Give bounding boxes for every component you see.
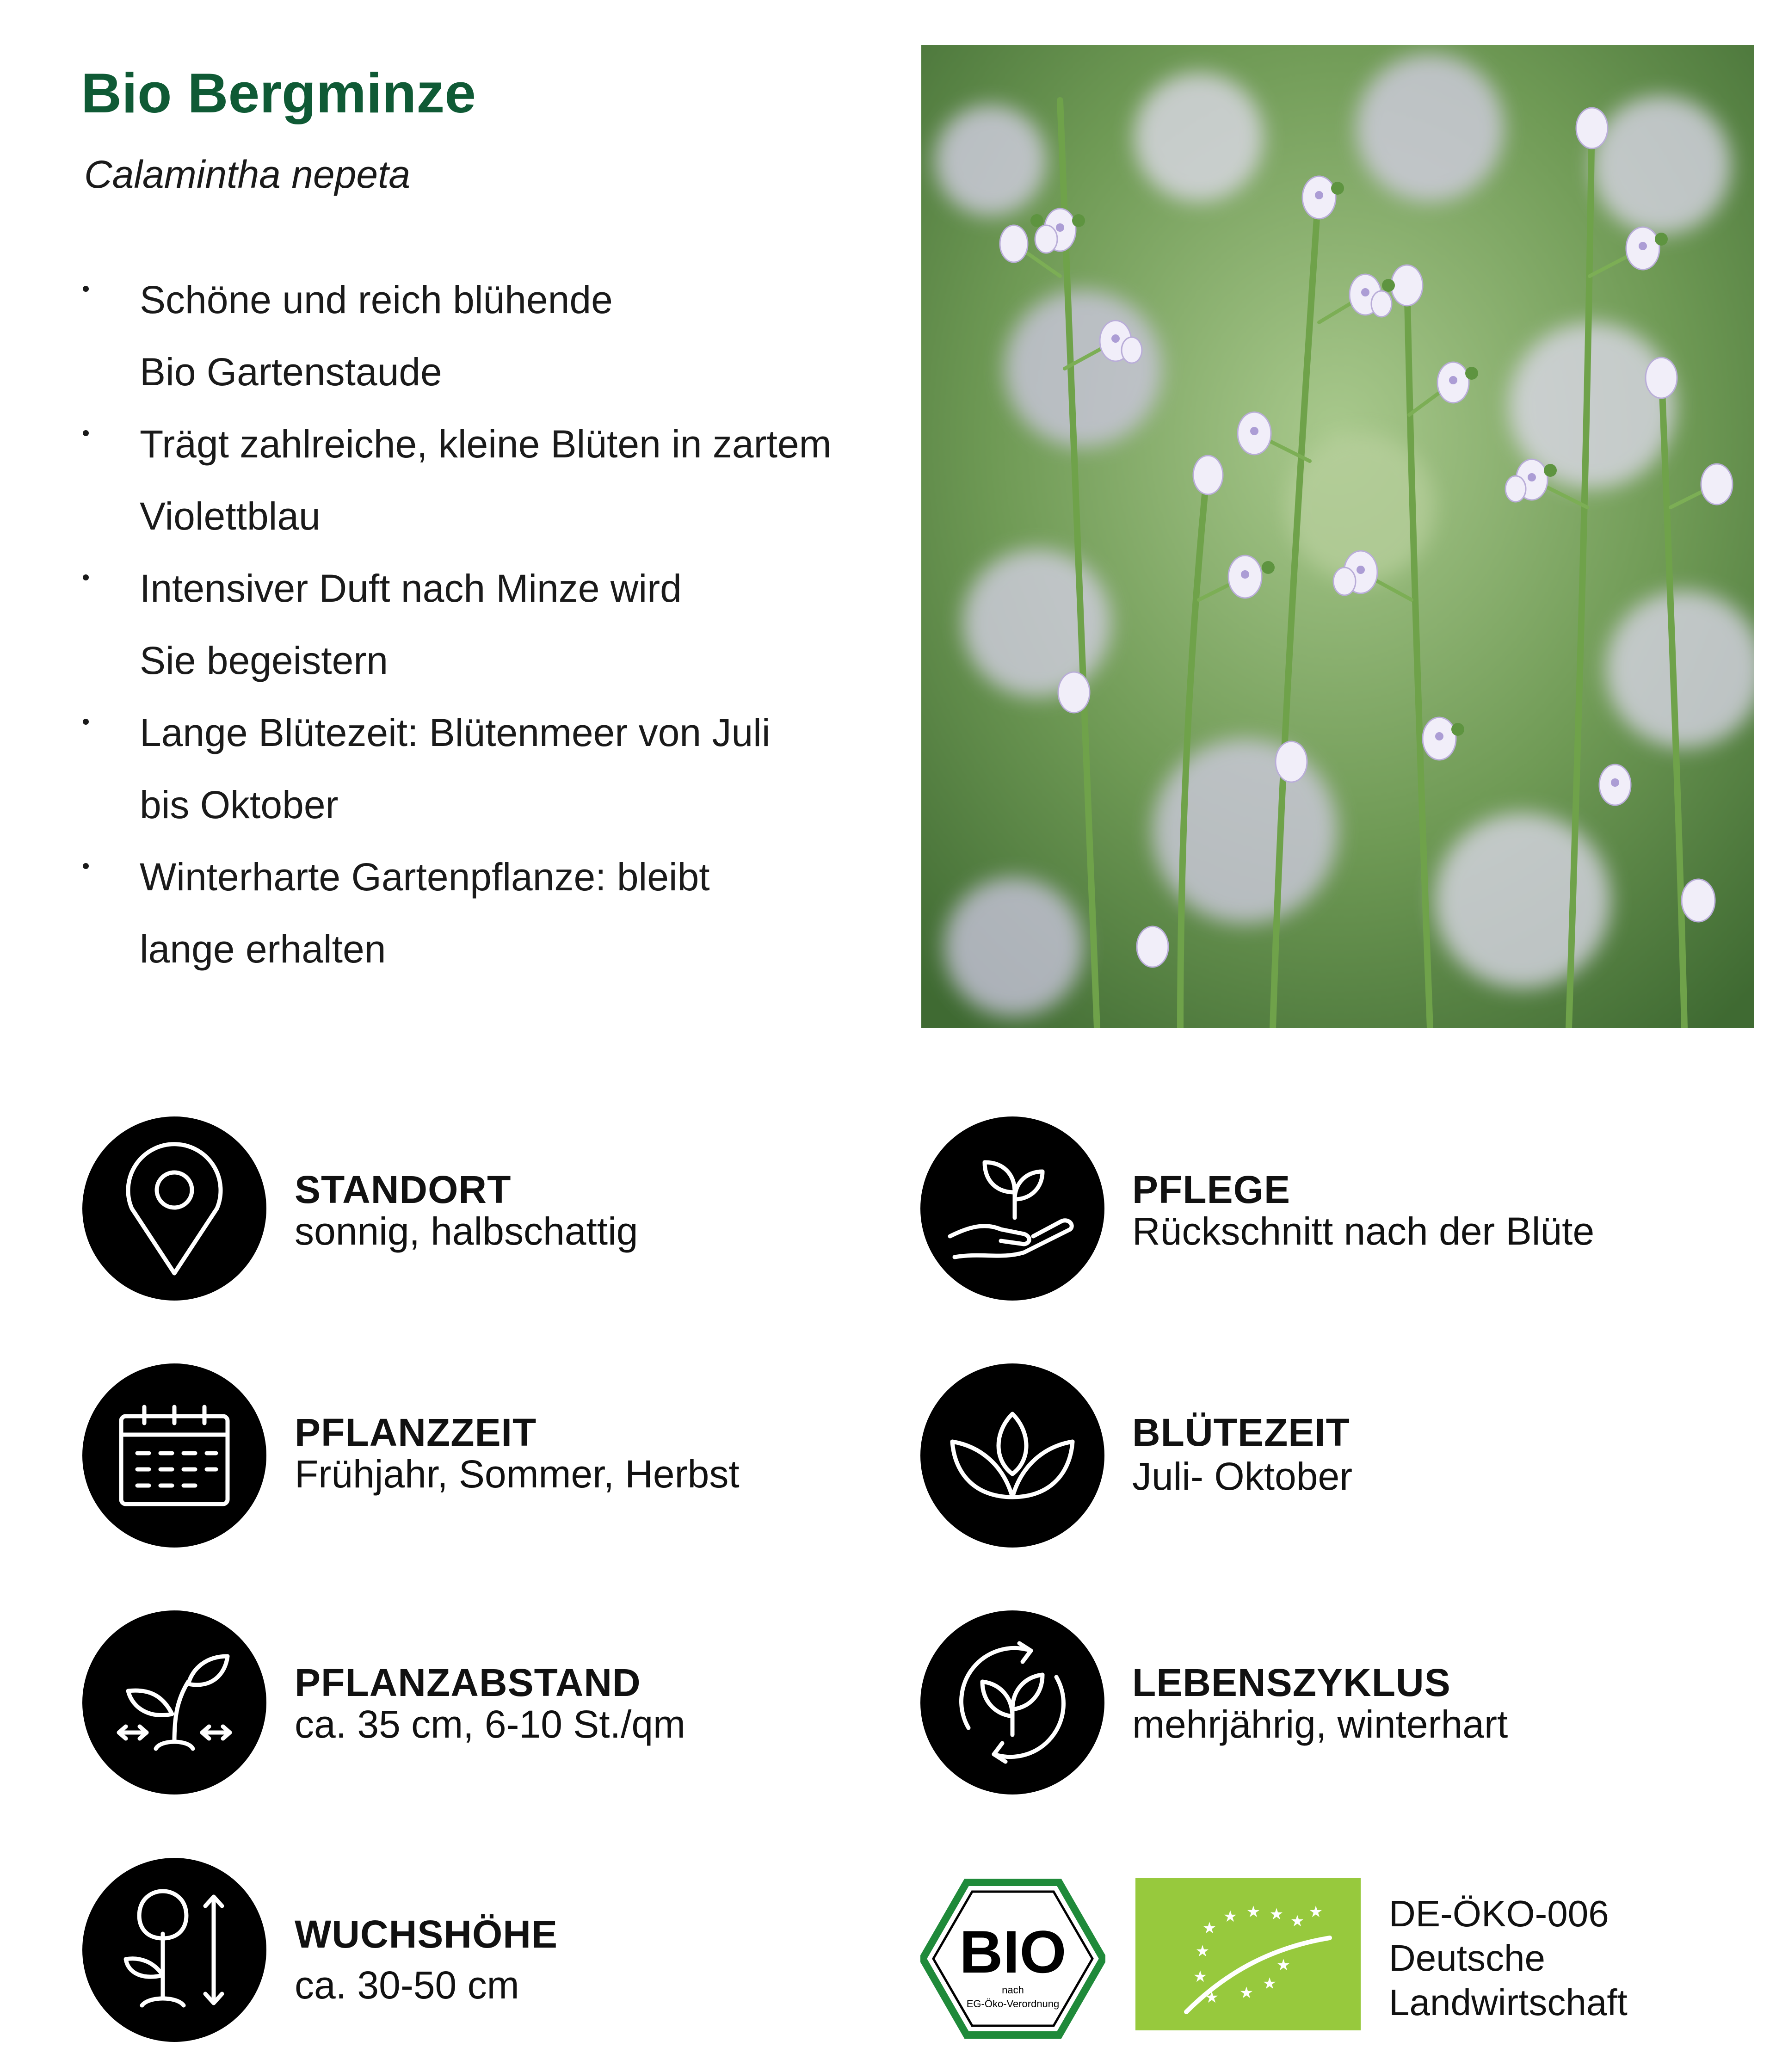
bullet-dot xyxy=(83,863,89,869)
feature-line: Violettblau xyxy=(140,494,321,538)
pflanzabstand-value: ca. 35 cm, 6-10 St./qm xyxy=(295,1702,686,1746)
feature-item xyxy=(81,264,867,408)
pflanzzeit-label: PFLANZZEIT xyxy=(295,1411,537,1454)
svg-text:★: ★ xyxy=(1246,1903,1261,1921)
pflege-value: Rückschnitt nach der Blüte xyxy=(1132,1209,1595,1253)
bluetezeit-value: Juli- Oktober xyxy=(1132,1455,1353,1498)
calendar-icon xyxy=(82,1363,266,1548)
feature-list xyxy=(81,264,867,985)
location-pin-icon xyxy=(82,1116,266,1301)
standort-value: sonnig, halbschattig xyxy=(295,1209,638,1253)
certification-line3: Landwirtschaft xyxy=(1389,1982,1628,2023)
bullet-dot xyxy=(83,574,89,580)
plant-cycle-icon xyxy=(920,1610,1104,1794)
lebenszyklus-label: LEBENSZYKLUS xyxy=(1132,1661,1451,1704)
feature-line: Sie begeistern xyxy=(140,639,388,682)
feature-line: Lange Blütezeit: Blütenmeer von Juli xyxy=(140,711,771,754)
svg-text:★: ★ xyxy=(1308,1903,1323,1921)
plant-spacing-icon xyxy=(82,1610,266,1794)
svg-text:★: ★ xyxy=(1195,1942,1210,1961)
feature-line: Schöne und reich blühende xyxy=(140,278,613,321)
product-title: Bio Bergminze xyxy=(81,62,476,124)
svg-text:★: ★ xyxy=(1269,1905,1284,1924)
feature-item xyxy=(81,697,867,841)
feature-item xyxy=(81,841,867,985)
certification-line2: Deutsche xyxy=(1389,1937,1545,1979)
product-photo xyxy=(921,45,1754,1028)
bullet-dot xyxy=(83,430,89,436)
svg-text:★: ★ xyxy=(1290,1912,1305,1930)
feature-line: bis Oktober xyxy=(140,783,339,826)
bio-logo-sub2: EG-Öko-Verordnung xyxy=(966,1998,1060,2010)
bullet-dot xyxy=(83,719,89,725)
plant-height-icon xyxy=(82,1858,266,2042)
bio-logo-text: BIO xyxy=(959,1918,1067,1986)
svg-text:★: ★ xyxy=(1204,1988,1219,2007)
feature-item xyxy=(81,552,867,697)
lebenszyklus-value: mehrjährig, winterhart xyxy=(1132,1702,1508,1746)
wuchshoehe-label: WUCHSHÖHE xyxy=(295,1912,558,1956)
lotus-flower-icon xyxy=(920,1363,1104,1548)
svg-text:★: ★ xyxy=(1262,1974,1277,1993)
hand-seedling-icon xyxy=(920,1116,1104,1301)
wuchshoehe-value: ca. 30-50 cm xyxy=(295,1963,519,2007)
bullet-dot xyxy=(83,286,89,292)
svg-text:★: ★ xyxy=(1202,1919,1217,1937)
feature-line: lange erhalten xyxy=(140,927,386,971)
pflege-label: PFLEGE xyxy=(1132,1168,1291,1211)
certification-code: DE-ÖKO-006 xyxy=(1389,1893,1609,1934)
svg-text:★: ★ xyxy=(1223,1907,1238,1926)
eu-organic-leaf-logo xyxy=(1135,1878,1361,2030)
feature-line: Trägt zahlreiche, kleine Blüten in zartem xyxy=(140,422,832,466)
pflanzabstand-label: PFLANZABSTAND xyxy=(295,1661,641,1704)
svg-text:★: ★ xyxy=(1276,1956,1291,1974)
svg-text:★: ★ xyxy=(1239,1984,1254,2002)
bio-logo-sub1: nach xyxy=(1002,1984,1024,1996)
feature-line: Bio Gartenstaude xyxy=(140,350,442,394)
feature-line: Winterharte Gartenpflanze: bleibt xyxy=(140,855,710,899)
certification-info xyxy=(1389,1892,1628,2025)
standort-label: STANDORT xyxy=(295,1168,512,1211)
bio-seal-logo xyxy=(920,1878,1105,2040)
pflanzzeit-value: Frühjahr, Sommer, Herbst xyxy=(295,1452,740,1496)
svg-text:★: ★ xyxy=(1193,1967,1208,1986)
feature-line: Intensiver Duft nach Minze wird xyxy=(140,567,682,610)
feature-item xyxy=(81,408,867,552)
bluetezeit-label: BLÜTEZEIT xyxy=(1132,1411,1350,1454)
latin-name: Calamintha nepeta xyxy=(84,153,411,196)
